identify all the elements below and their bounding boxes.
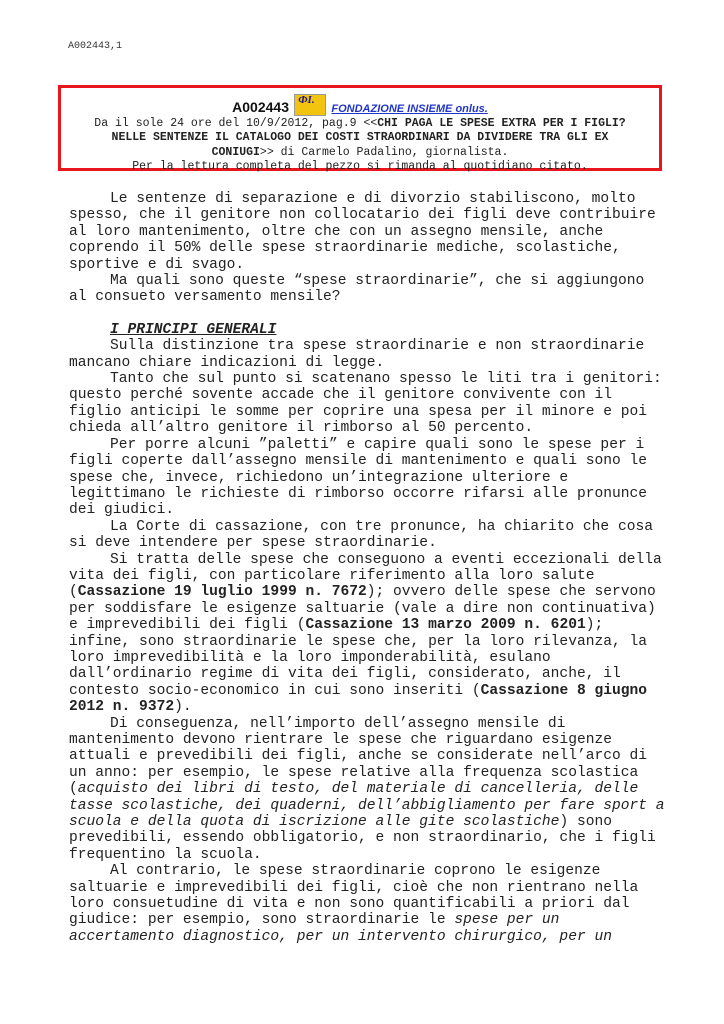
citation-2: Cassazione 13 marzo 2009 n. 6201 bbox=[305, 617, 586, 634]
article-title-part1: CHI PAGA LE SPESE EXTRA PER I FIGLI? bbox=[377, 116, 626, 130]
paragraph-8 bbox=[69, 716, 669, 864]
citation-3: Cassazione 8 giugno 2012 n. 9372 bbox=[69, 682, 648, 716]
reference-note: Per la lettura completa del pezzo si rimanda al quotidiano citato. bbox=[132, 160, 588, 173]
p9-italic-list: spese per un accertamento diagnostico, per un intervento chirurgico, per un bbox=[69, 912, 612, 945]
paragraph-5: Per porre alcuni ”paletti” e capire quali sono le spese per i figli coperte dall’assegno mensile di mantenimento e quali sono le spese che, invece, richiedono un’integrazione ulteriore e legittimano le richieste di rimborso occorre rifarsi alle pronunce dei giudici. bbox=[69, 436, 648, 519]
p9-text-a: Al contrario, le spese straordinarie coprono le esigenze saltuarie e imprevedibili dei figli, cioè che non rientrano nella loro consuetudine di vita e non sono quantificabili a priori dal giudice: per esempio, sono straordinarie le bbox=[69, 863, 639, 929]
article-title-part2: NELLE SENTENZE IL CATALOGO DEI COSTI STRAORDINARI DA DIVIDERE TRA GLI EX bbox=[111, 131, 609, 144]
p7-text-c: ); infine, sono straordinarie le spese che, per la loro rilevanza, la loro imprevedibilità e la loro imponderabilità, esulano dall’ordinario regime di vita dei figli, considerato, anche, il contesto socio-economico in cui sono inseriti ( bbox=[69, 617, 648, 699]
paragraph-2: Ma quali sono queste “spese straordinarie”, che si aggiungono al consueto versamento mensile? bbox=[69, 273, 645, 306]
title-line-2 bbox=[61, 131, 659, 146]
source-line bbox=[61, 117, 659, 132]
p7-text-d: ). bbox=[174, 699, 192, 716]
section-heading bbox=[69, 322, 669, 338]
author-text: >> di Carmelo Padalino, giornalista. bbox=[259, 145, 509, 159]
section-title: I PRINCIPI GENERALI bbox=[110, 321, 277, 338]
p8-text-a: Di conseguenza, nell’importo dell’assegno mensile di mantenimento devono rientrare le spese che riguardano esigenze attuali e prevedibili dei figli, anche se considerate nell’arco di un anno: per esempio, le spese relative alla frequenza scolastica ( bbox=[69, 715, 648, 798]
article-title-part3: CONIUGI bbox=[211, 145, 260, 159]
p7-text-a: Si tratta delle spese che conseguono a eventi eccezionali della vita dei figli, con particolare riferimento alla loro salute ( bbox=[69, 551, 662, 601]
citation-1: Cassazione 19 luglio 1999 n. 7672 bbox=[77, 584, 367, 601]
paragraph-4: Tanto che sul punto si scatenano spesso le liti tra i genitori: questo perché sovente accade che il genitore convivente con il figlio anticipi le somme per coprire una spesa per il minore e poi chieda all’altro genitore il rimborso al 50 percento. bbox=[69, 371, 662, 437]
paragraph-1: Le sentenze di separazione e di divorzio stabiliscono, molto spesso, che il genitore non collocatario dei figli deve contribuire al loro mantenimento, oltre che con un assegno mensile, anche coprendo il 50% delle spese straordinarie mediche, scolastiche, sportive e di svago. bbox=[69, 191, 656, 273]
article-body bbox=[69, 191, 669, 945]
header-title-line bbox=[61, 94, 659, 117]
paragraph-9 bbox=[69, 863, 669, 945]
foundation-logo-icon bbox=[294, 94, 326, 116]
article-header-box bbox=[58, 85, 662, 171]
page-reference: A002443,1 bbox=[68, 41, 123, 52]
p8-italic-list: acquisto dei libri di testo, del materiale di cancelleria, delle tasse scolastiche, dei quaderni, dell’abbigliamento per fare sport a scuola e della quota di iscrizione alle gite scolastiche bbox=[69, 781, 665, 831]
paragraph-3: Sulla distinzione tra spese straordinarie e non straordinarie mancano chiare indicazioni di legge. bbox=[69, 338, 645, 371]
logo-mark: ФI. bbox=[298, 94, 315, 106]
source-text: Da il sole 24 ore del 10/9/2012, pag.9 << bbox=[94, 116, 378, 130]
paragraph-7 bbox=[69, 552, 669, 716]
paragraph-6: La Corte di cassazione, con tre pronunce, ha chiarito che cosa si deve intendere per spese straordinarie. bbox=[69, 518, 653, 552]
title-line-3 bbox=[61, 146, 659, 161]
foundation-link[interactable]: FONDAZIONE INSIEME onlus. bbox=[331, 103, 488, 115]
document-code: A002443 bbox=[232, 99, 289, 115]
p8-text-b: ) sono prevedibili, essendo obbligatorio, e non straordinario, che i figli frequentino la scuola. bbox=[69, 814, 656, 863]
p7-text-b: ); ovvero delle spese che servono per soddisfare le esigenze saltuarie (vale a dire non continuativa) e imprevedibili dei figli ( bbox=[69, 584, 656, 634]
